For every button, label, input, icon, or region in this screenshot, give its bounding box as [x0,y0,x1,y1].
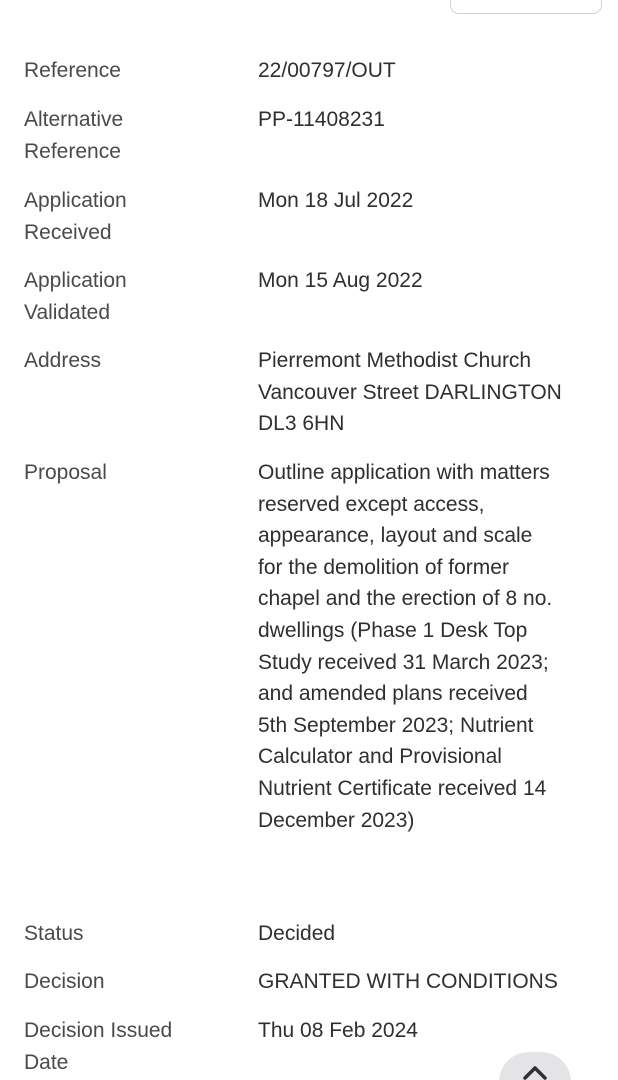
detail-label: Decision [24,970,105,993]
detail-value: Pierremont Methodist Church Vancouver Street DARLINGTON DL3 6HN [258,349,562,436]
detail-label: Status [24,922,84,945]
detail-value: Outline application with matters reserved except access, appearance, layout and scale for the demolition of former chapel and the erection of 8 no. dwellings (Phase 1 Desk Top Study received 31 March 2023; and amended plans received 5th September 2023; Nutrient Calculator and Provisional Nutrient Certificate received 14 December 2023) [258,461,553,832]
detail-label: Decision Issued Date [24,1019,173,1074]
detail-label: Application Received [24,189,127,244]
detail-value: Mon 15 Aug 2022 [258,269,423,292]
detail-value: Thu 08 Feb 2024 [258,1019,418,1042]
chevron-up-icon [521,1062,549,1080]
scroll-to-top-button[interactable] [499,1052,571,1080]
detail-value: Mon 18 Jul 2022 [258,189,414,212]
detail-label: Address [24,349,102,372]
detail-label: Alternative Reference [24,108,124,163]
detail-value: GRANTED WITH CONDITIONS [258,970,558,993]
detail-label: Application Validated [24,269,127,324]
detail-label: Proposal [24,461,107,484]
detail-value: PP-11408231 [258,108,385,131]
detail-label: Reference [24,59,121,82]
top-action-button[interactable] [450,0,602,14]
detail-value: Decided [258,922,336,945]
detail-value: 22/00797/OUT [258,59,396,82]
